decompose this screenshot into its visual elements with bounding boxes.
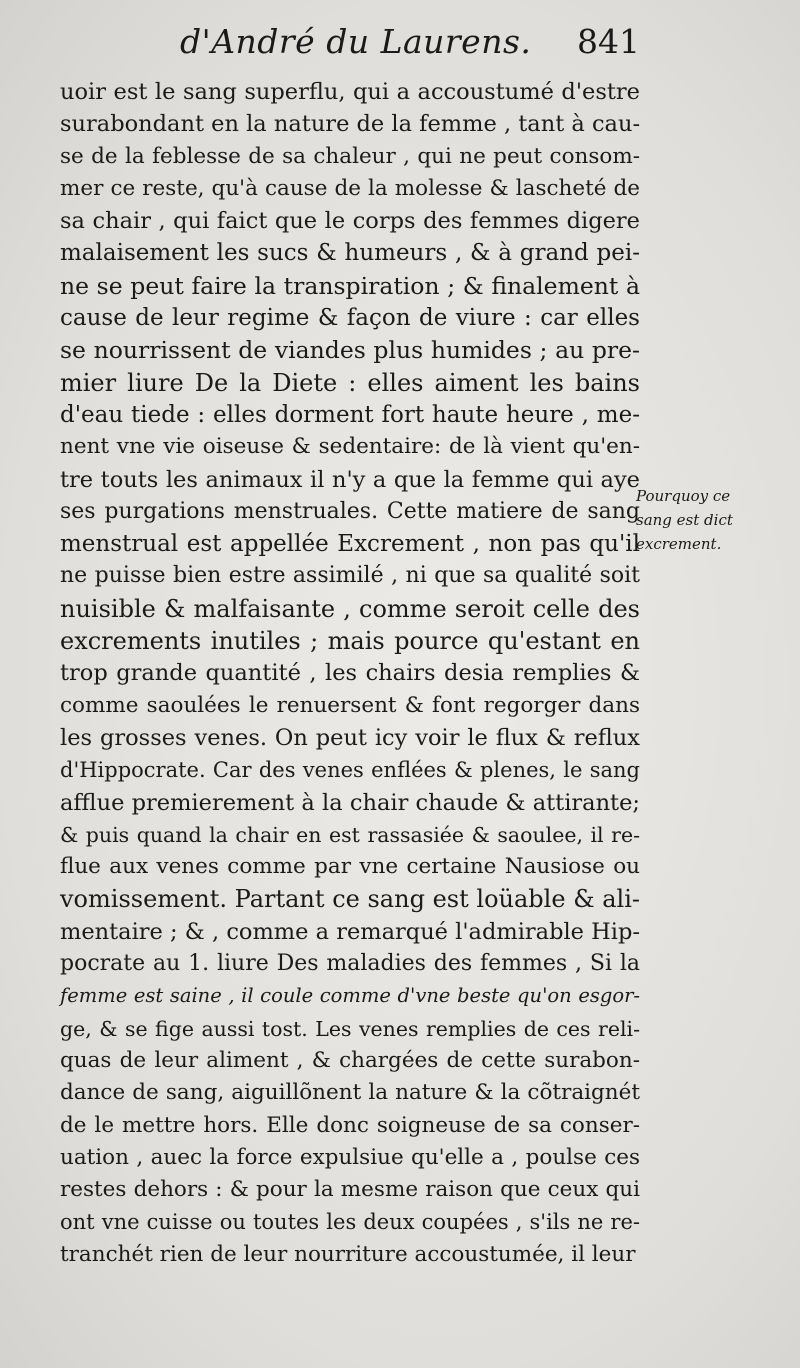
text-line: se de la feblesse de sa chaleur , qui ne peut consom- (60, 143, 640, 169)
text-line: comme saoulées le renuersent & font regorger dans (60, 692, 640, 718)
text-line: tranchét rien de leur nourriture accoustumée, il leur (60, 1241, 636, 1267)
text-line: quas de leur aliment , & chargées de cette surabon- (60, 1047, 640, 1073)
margin-note (636, 484, 796, 556)
text-line: mentaire ; & , comme a remarqué l'admirable Hip- (60, 918, 640, 945)
text-line: mier liure De la Diete : elles aiment les bains (60, 368, 640, 397)
text-line: se nourrissent de viandes plus humides ; au pre- (60, 336, 640, 365)
text-line: nuisible & malfaisante , comme seroit celle des (60, 594, 640, 623)
text-line: ne puisse bien estre assimilé , ni que sa qualité soit (60, 563, 640, 589)
text-line: de le mettre hors. Elle donc soigneuse de sa conser- (60, 1112, 640, 1138)
text-line: pocrate au 1. liure Des maladies des femmes , Si la (60, 951, 640, 977)
text-line: ses purgations menstruales. Cette matiere de sang (60, 498, 640, 524)
text-line: uation , auec la force expulsiue qu'elle a , poulse ces (60, 1144, 640, 1170)
text-line: ne se peut faire la transpiration ; & finalement à (60, 271, 640, 300)
text-line: & puis quand la chair en est rassasiée & saoulee, il re- (60, 822, 640, 847)
text-line: menstrual est appellée Excrement , non pas qu'il (60, 531, 640, 558)
running-head (180, 22, 640, 74)
text-line: cause de leur regime & façon de viure : car elles (60, 305, 640, 332)
text-line: trop grande quantité , les chairs desia remplies & (60, 660, 640, 687)
text-line: ge, & se fige aussi tost. Les venes remplies de ces reli- (60, 1016, 640, 1041)
text-line: nent vne vie oiseuse & sedentaire: de là vient qu'en- (60, 434, 640, 460)
text-line: mer ce reste, qu'à cause de la molesse & lascheté de (60, 175, 640, 201)
text-line: surabondant en la nature de la femme , tant à cau- (60, 111, 641, 138)
text-line: malaisement les sucs & humeurs , & à grand pei- (60, 240, 640, 267)
text-line: afflue premierement à la chair chaude & attirante; (60, 789, 640, 816)
text-line: d'Hippocrate. Car des venes enflées & plenes, le sang (60, 758, 640, 783)
text-line: sa chair , qui faict que le corps des femmes digere (60, 208, 640, 235)
text-line: flue aux venes comme par vne certaine Nausiose ou (60, 854, 640, 880)
text-line: tre touts les animaux il n'y a que la femme qui aye (60, 466, 640, 493)
text-line: excrements inutiles ; mais pource qu'estant en (60, 627, 640, 656)
margin-note-line: Pourquoy ce (636, 487, 731, 505)
running-title: d'André du Laurens. (180, 22, 532, 61)
text-line: les grosses venes. On peut icy voir le flux & reflux (60, 724, 640, 751)
text-line: dance de sang, aiguillõnent la nature & la cõtraignét (60, 1080, 640, 1106)
text-line: d'eau tiede : elles dorment fort haute heure , me- (60, 401, 640, 428)
page-number: 841 (577, 22, 640, 61)
margin-note-line: sang est dict (636, 511, 733, 529)
margin-note-line: excrement. (636, 535, 722, 553)
text-line: uoir est le sang superflu, qui a accoustumé d'estre (60, 79, 640, 105)
body-text (60, 76, 640, 1271)
text-line: restes dehors : & pour la mesme raison que ceux qui (60, 1177, 640, 1203)
text-line: ont vne cuisse ou toutes les deux coupées , s'ils ne re- (60, 1210, 640, 1235)
text-line: vomissement. Partant ce sang est loüable & ali- (60, 885, 640, 914)
text-line-italic: femme est saine , il coule comme d'vne beste qu'on esgor- (60, 984, 640, 1008)
